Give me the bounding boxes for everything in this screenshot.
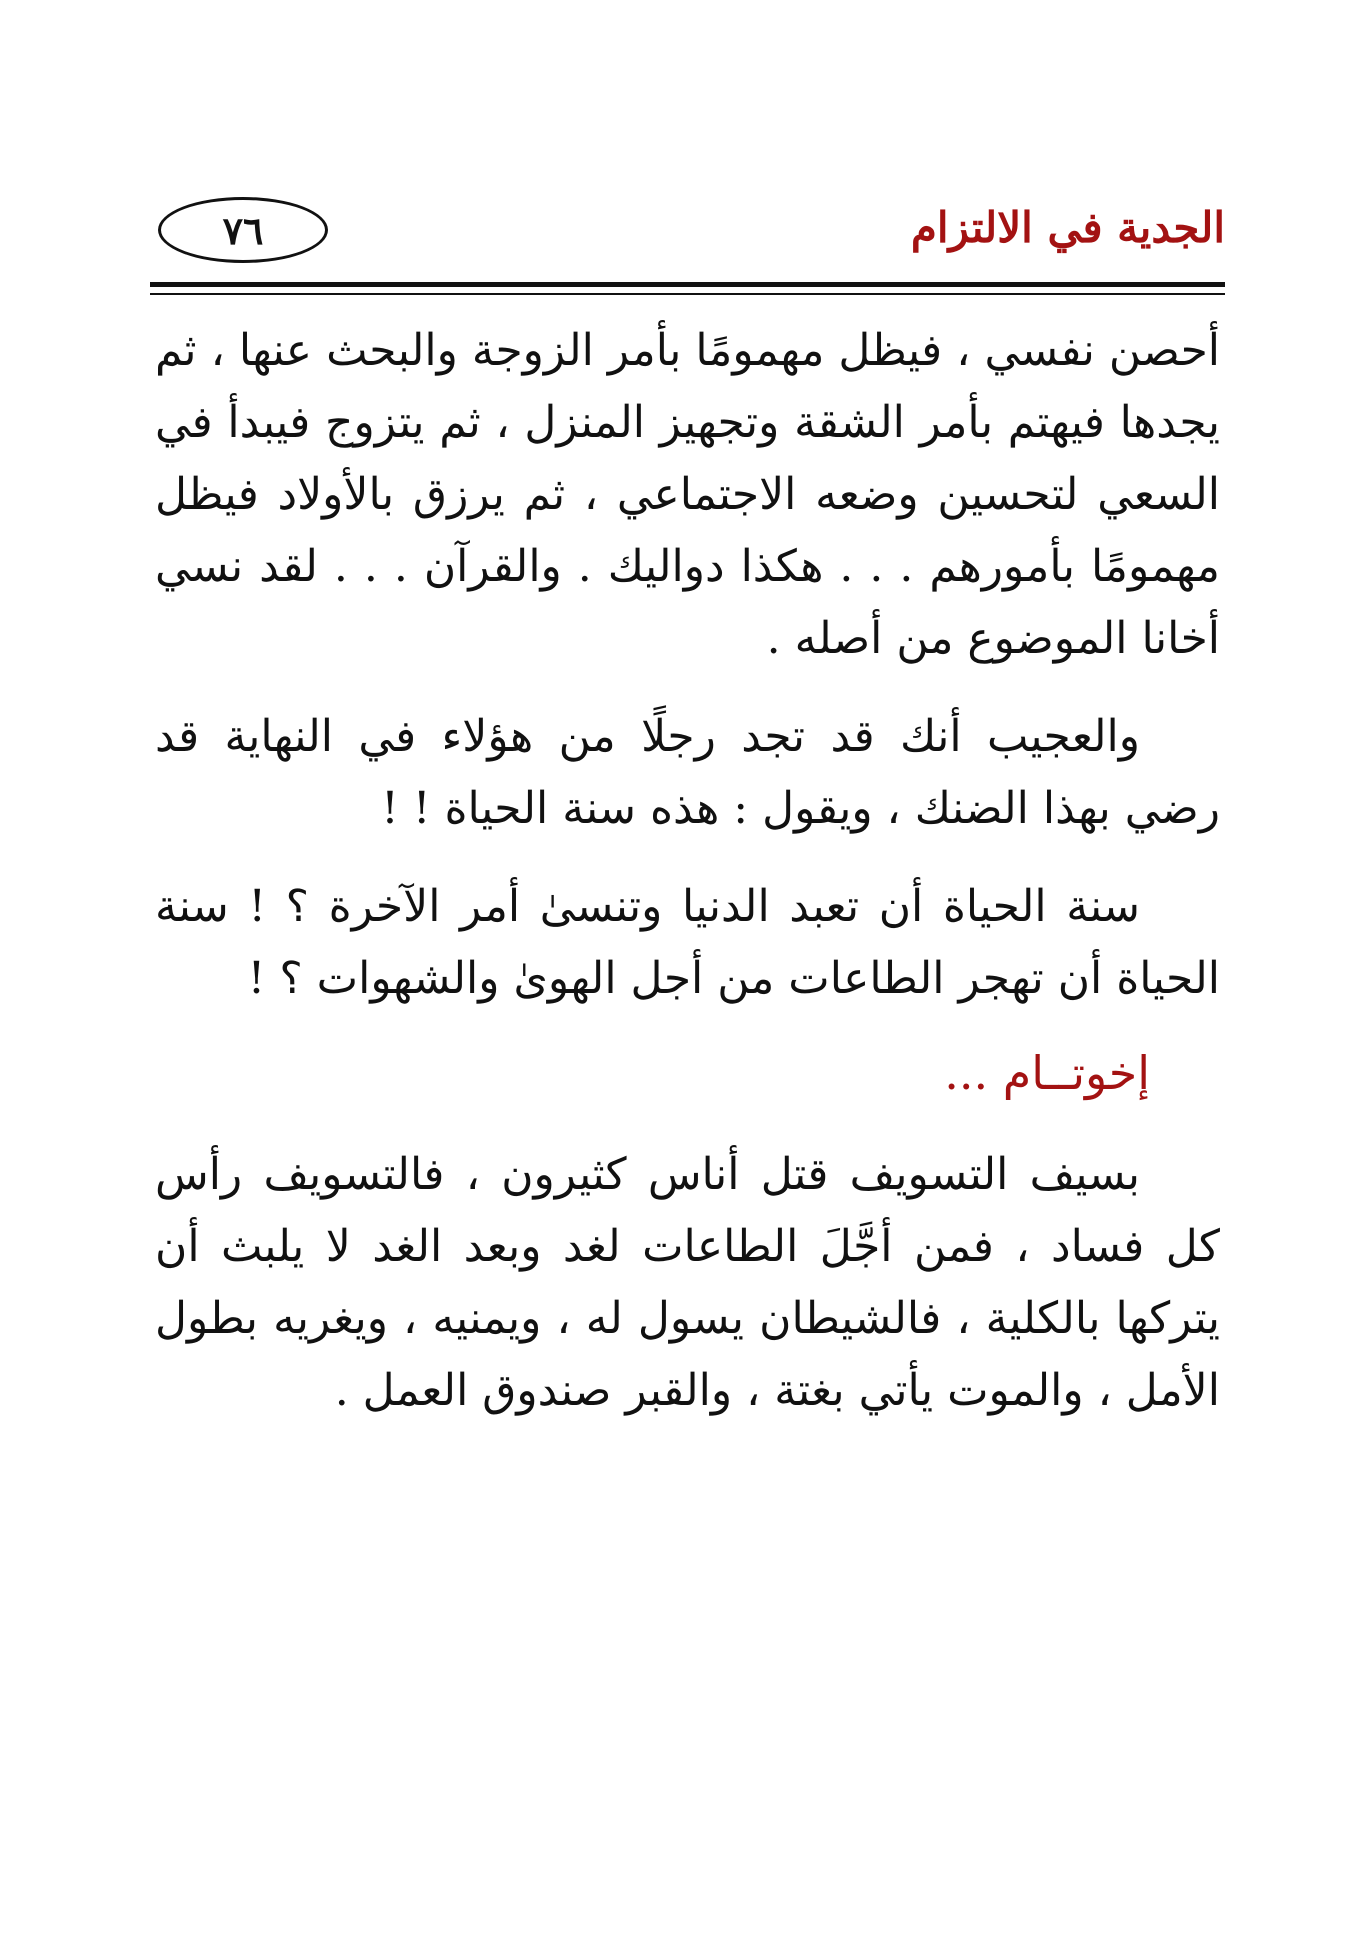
book-title: الجدية في الالتزام [910,203,1225,252]
paragraph-4: بسيف التسويف قتل أناس كثيرون ، فالتسويف رأس كل فساد ، فمن أجَّلَ الطاعات لغد وبعد الغد لا يلبث أن يتركها بالكلية ، فالشيطان يسول له ، ويمنيه ، ويغريه بطول الأمل ، والموت يأتي بغتة ، والقبر صندوق العمل . [155,1149,1220,1416]
paragraph-1: أحصن نفسي ، فيظل مهمومًا بأمر الزوجة والبحث عنها ، ثم يجدها فيهتم بأمر الشقة وتجهيز المنزل ، ثم يتزوج فيبدأ في السعي لتحسين وضعه الاجتماعي ، ثم يرزق بالأولاد فيظل مهمومًا بأمورهم . . . هكذا دواليك . والقرآن . . . لقد نسي أخانا الموضوع من أصله . [155,325,1220,664]
page-number: ٧٦ [158,197,328,263]
header-rule-thick [150,282,1225,287]
paragraph-3: سنة الحياة أن تعبد الدنيا وتنسىٰ أمر الآخرة ؟ ! سنة الحياة أن تهجر الطاعات من أجل الهوىٰ والشهوات ؟ ! [155,881,1220,1004]
page-body [155,315,1220,1427]
header-rule-thin [150,293,1225,295]
paragraph-2: والعجيب أنك قد تجد رجلًا من هؤلاء في النهاية قد رضي بهذا الضنك ، ويقول : هذه سنة الحياة ! ! [155,711,1220,834]
section-heading: إخوتــام ... [944,1046,1150,1100]
page-header [150,185,1225,275]
